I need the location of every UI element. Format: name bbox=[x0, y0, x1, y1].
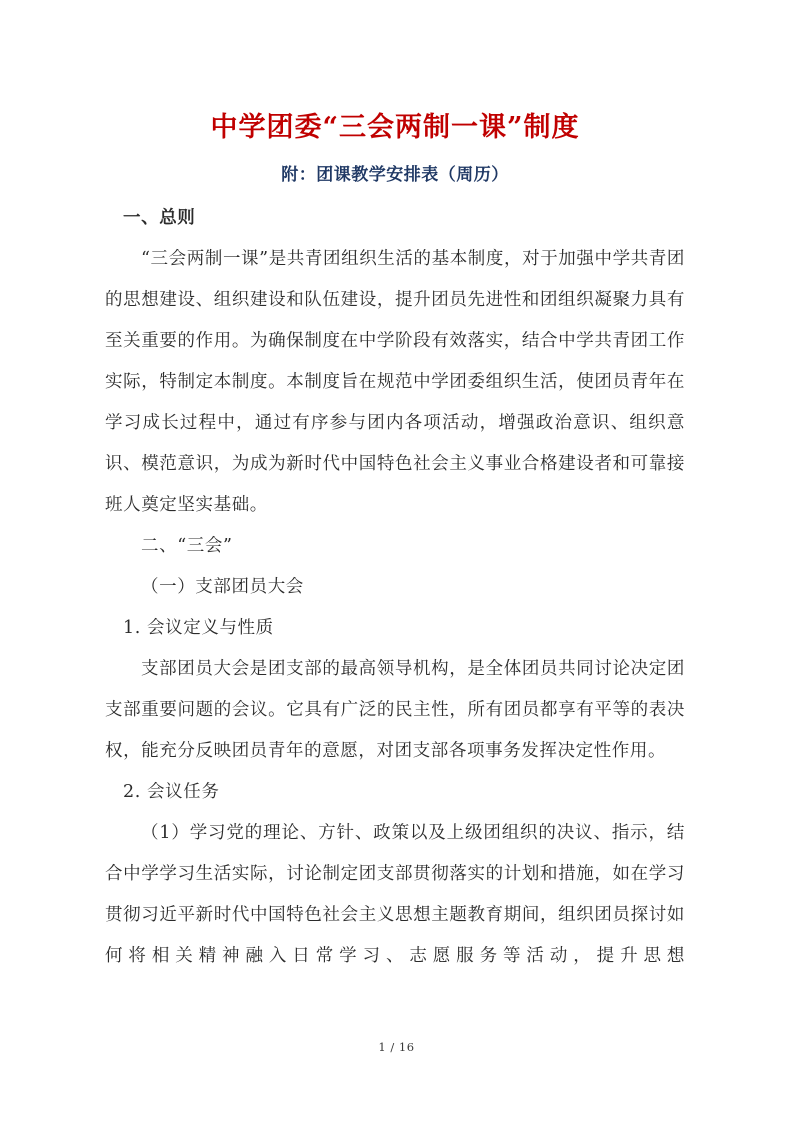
item-heading-meeting-tasks: 2. 会议任务 bbox=[123, 782, 220, 802]
section-heading-general-rules: 一、总则 bbox=[123, 208, 196, 228]
paragraph-meeting-definition-body: 支部团员大会是团支部的最高领导机构，是全体团员共同讨论决定团支部重要问题的会议。它具有广泛的民主性，所有团员都享有平等的表决权，能充分反映团员青年的意愿，对团支部各项事务发挥决定性作用。 bbox=[105, 659, 685, 761]
page-title: 中学团委“三会两制一课”制度 bbox=[210, 112, 580, 143]
paragraph-general-rules-body: “三会两制一课”是共青团组织生活的基本制度，对于加强中学共青团的思想建设、组织建设和队伍建设，提升团员先进性和团组织凝聚力具有至关重要的作用。为确保制度在中学阶段有效落实，结合中学共青团工作实际，特制定本制度。本制度旨在规范中学团委组织生活，使团员青年在学习成长过程中，通过有序参与团内各项活动，增强政治意识、组织意识、模范意识，为成为新时代中国特色社会主义事业合格建设者和可靠接班人奠定坚实基础。 bbox=[105, 249, 685, 515]
subsection-heading-branch-member-assembly: （一）支部团员大会 bbox=[141, 577, 304, 597]
paragraph-meeting-tasks-body: （1）学习党的理论、方针、政策以及上级团组织的决议、指示，结合中学学习生活实际，讨论制定团支部贯彻落实的计划和措施，如在学习贯彻习近平新时代中国特色社会主义思想主题教育期间，组织团员探讨如何将相关精神融入日常学习、志愿服务等活动，提升思想 bbox=[105, 823, 685, 966]
page-subtitle: 附：团课教学安排表（周历） bbox=[281, 165, 509, 185]
page-number-footer: 1 / 16 bbox=[378, 1040, 415, 1054]
section-heading-three-meetings: 二、“三会” bbox=[141, 536, 233, 556]
document-content bbox=[105, 0, 685, 977]
item-heading-meeting-definition: 1. 会议定义与性质 bbox=[123, 618, 274, 638]
